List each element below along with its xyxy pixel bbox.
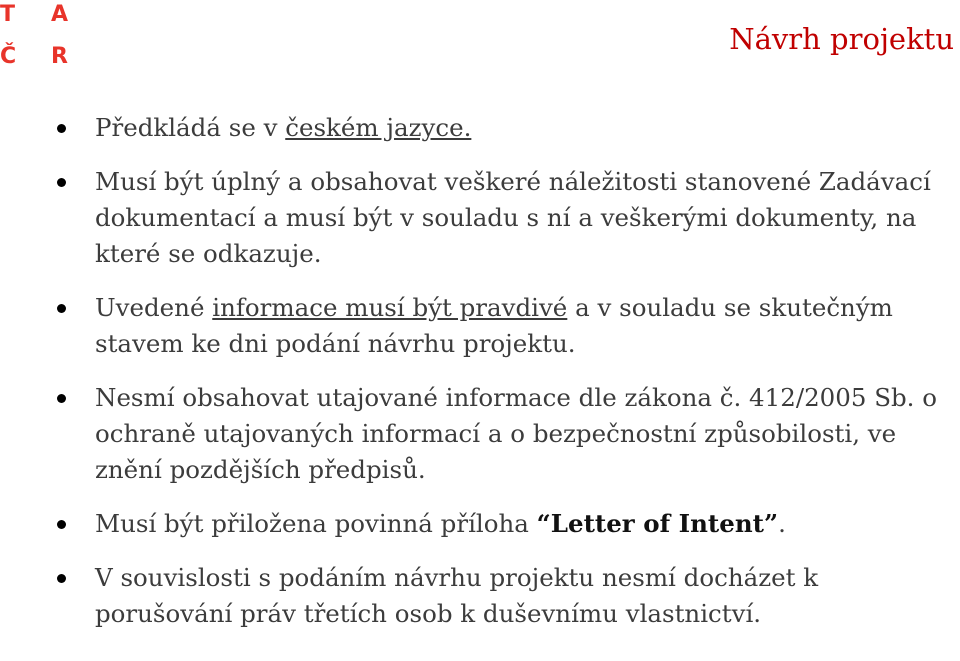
bullet-bold-text: “Letter of Intent” [536,509,779,538]
logo-letter-t: T [0,2,16,27]
bullet-dot [57,394,66,403]
bullet-text: Musí být úplný a obsahovat veškeré náležitosti stanovené Zadávací dokumentací a musí být v souladu s ní a veškerými dokumenty, na které se odkazuje. [95,167,931,268]
bullet-letter-of-intent [0,506,960,542]
bullet-dot [57,304,66,313]
bullet-text: Nesmí obsahovat utajované informace dle zákona č. 412/2005 Sb. o ochraně utajovaných informací a o bezpečnostní způsobilosti, ve znění pozdějších předpisů. [95,383,938,484]
bullet-text: V souvislosti s podáním návrhu projektu nesmí docházet k porušování práv třetích osob k duševnímu vlastnictví. [95,563,819,628]
bullet-language [0,110,960,146]
bullet-completeness [0,164,960,272]
bullet-intellectual-property [0,560,960,632]
bullet-underlined-text: českém jazyce. [285,113,472,142]
logo-letter-c: Č [0,44,17,69]
bullet-dot [57,124,66,133]
bullet-text-continued: . [778,509,786,538]
bullet-dot [57,574,66,583]
bullet-dot [57,178,66,187]
bullet-truthfulness [0,290,960,362]
logo-letter-r: R [51,44,68,69]
bullet-text: Musí být přiložena povinná příloha [95,509,537,538]
bullet-dot [57,520,66,529]
bullet-text-continued: a v souladu se skutečným stavem ke dni podání návrhu projektu. [95,293,893,358]
bullet-underlined-text: informace musí být pravdivé [212,293,568,322]
logo-letter-a: A [51,2,69,27]
bullet-text: Předkládá se v [95,113,286,142]
bullet-text: Uvedené [95,293,213,322]
bullet-classified-info [0,380,960,488]
tacr-logo [0,0,80,80]
bullet-list [0,110,960,632]
page-title: Návrh projektu [729,22,954,56]
